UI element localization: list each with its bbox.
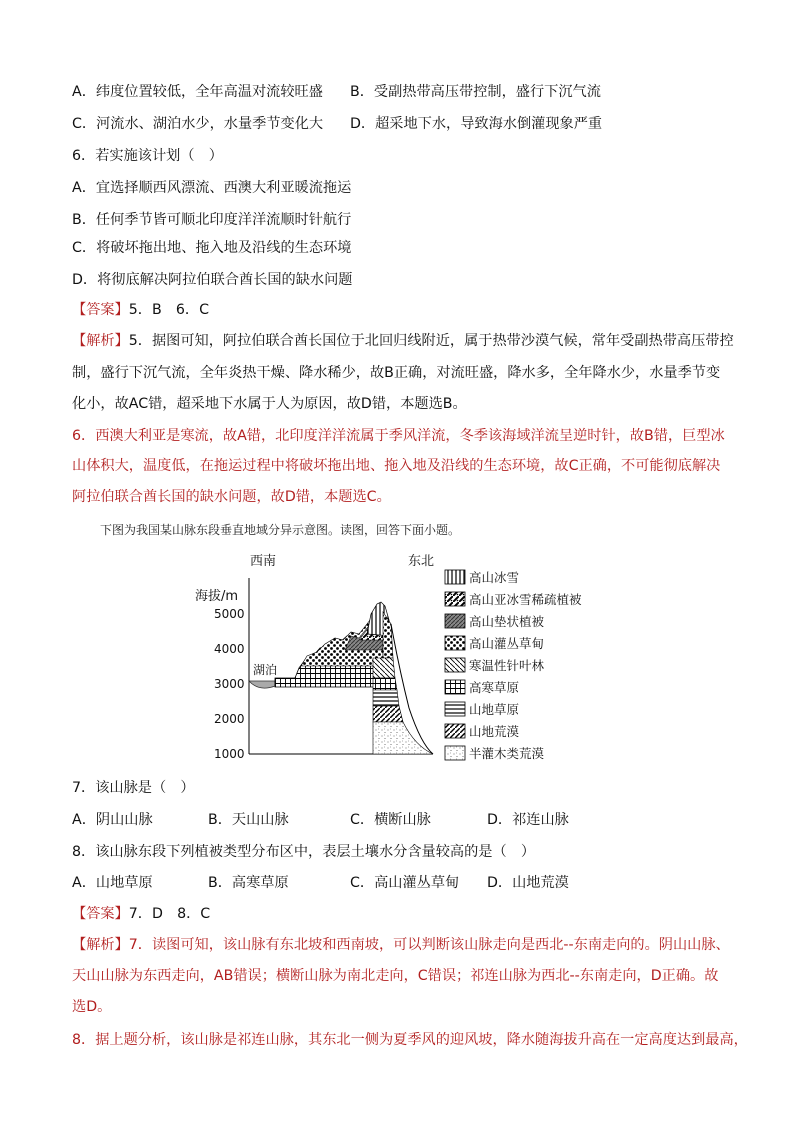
analysis-2-line-3: 选D。 <box>72 999 112 1015</box>
legend-swatch-conifer <box>445 658 465 672</box>
analysis-2-line-4: 8．据上题分析，该山脉是祁连山脉，其东北一侧为夏季风的迎风坡，降水随海拔升高在一定高度达到最高， <box>72 1032 748 1048</box>
analysis-tag: 【解析】 <box>72 937 129 953</box>
analysis-text: 7．读图可知，该山脉有东北坡和西南坡，可以判断该山脉走向是西北--东南走向的。阴山山脉、 <box>128 937 730 953</box>
ne-band-mountain-desert <box>373 706 403 722</box>
q7-stem: 7．该山脉是（ ） <box>72 780 195 796</box>
vertical-zonation-diagram <box>195 548 615 763</box>
q6-option-b: B．任何季节皆可顺北印度洋洋流顺时针航行 <box>72 212 352 228</box>
label-southwest: 西南 <box>250 554 277 569</box>
answer-tag: 【答案】 <box>72 906 129 922</box>
q6-option-a: A．宜选择顺西风漂流、西澳大利亚暖流拖运 <box>72 180 352 196</box>
q7-option-b: B．天山山脉 <box>208 812 289 828</box>
y-tick-2000: 2000 <box>214 712 245 726</box>
legend-label-conifer: 寒温性针叶林 <box>469 658 545 673</box>
legend-label-shrub-meadow: 高山灌丛草甸 <box>469 636 545 651</box>
y-tick-4000: 4000 <box>214 642 245 656</box>
q7-option-d: D．祁连山脉 <box>487 812 569 828</box>
answer-text: 7．D 8．C <box>128 906 211 922</box>
legend-swatch-mountain-desert <box>445 724 465 738</box>
analysis-text: 5．据图可知，阿拉伯联合酋长国位于北回归线附近，属于热带沙漠气候，常年受副热带高压带控 <box>128 333 734 349</box>
answer-block-1 <box>72 300 209 320</box>
answer-text: 5．B 6．C <box>128 302 210 318</box>
q5-option-d: D．超采地下水，导致海水倒灌现象严重 <box>350 116 603 132</box>
q8-option-a: A．山地草原 <box>72 875 153 891</box>
answer-tag: 【答案】 <box>72 302 129 318</box>
legend-label-mountain-desert: 山地荒漠 <box>469 724 520 739</box>
legend-swatch-cushion <box>445 614 465 628</box>
y-tick-1000: 1000 <box>214 747 245 761</box>
analysis-1-line-6: 阿拉伯联合酋长国的缺水问题，故D错，本题选C。 <box>72 489 391 505</box>
legend-swatch-subnival <box>445 592 465 606</box>
answer-block-2 <box>72 904 210 924</box>
q8-stem: 8．该山脉东段下列植被类型分布区中，表层土壤水分含量较高的是（ ） <box>72 844 536 860</box>
analysis-1-line-1 <box>72 331 734 351</box>
analysis-1-line-2: 制，盛行下沉气流，全年炎热干燥、降水稀少，故B正确，对流旺盛，降水多，全年降水少，水量季节变 <box>72 365 721 381</box>
lake-shape <box>249 681 275 688</box>
legend-swatch-alpine-steppe <box>445 680 465 694</box>
lake-label: 湖泊 <box>253 663 278 677</box>
legend-swatch-semi-shrub-desert <box>445 746 465 760</box>
q5-option-a: A．纬度位置较低，全年高温对流较旺盛 <box>72 84 323 100</box>
q5-option-b: B．受副热带高压带控制，盛行下沉气流 <box>350 84 601 100</box>
y-axis-label: 海拔/m <box>195 589 239 604</box>
analysis-2-line-1 <box>72 935 730 955</box>
q8-option-c: C．高山灌丛草甸 <box>350 875 460 891</box>
figure-caption: 下图为我国某山脉东段垂直地域分异示意图。读图，回答下面小题。 <box>100 523 461 537</box>
q7-option-a: A．阴山山脉 <box>72 812 153 828</box>
legend-label-semi-shrub-desert: 半灌木类荒漠 <box>469 746 545 761</box>
q8-option-d: D．山地荒漠 <box>487 875 569 891</box>
legend-swatch-mountain-steppe <box>445 702 465 716</box>
y-tick-3000: 3000 <box>214 677 245 691</box>
ne-band-semi-shrub-desert <box>373 722 433 754</box>
legend-label-cushion: 高山垫状植被 <box>469 614 545 629</box>
q8-option-b: B．高寒草原 <box>208 875 289 891</box>
legend-label-mountain-steppe: 山地草原 <box>469 702 520 717</box>
q5-option-c: C．河流水、湖泊水少，水量季节变化大 <box>72 116 324 132</box>
ne-band-alpine-steppe <box>373 678 397 690</box>
legend-label-subnival: 高山亚冰雪稀疏植被 <box>469 592 582 607</box>
q7-option-c: C．横断山脉 <box>350 812 431 828</box>
q6-option-d: D．将彻底解决阿拉伯联合酋长国的缺水问题 <box>72 272 353 288</box>
legend-swatch-shrub-meadow <box>445 636 465 650</box>
legend <box>445 570 582 761</box>
q6-option-c: C．将破坏拖出地、拖入地及沿线的生态环境 <box>72 240 352 256</box>
legend-swatch-ice <box>445 570 465 584</box>
label-northeast: 东北 <box>408 554 435 569</box>
analysis-2-line-2: 天山山脉为东西走向，AB错误；横断山脉为南北走向，C错误；祁连山脉为西北--东南走向，D正确。故 <box>72 968 719 984</box>
y-tick-5000: 5000 <box>214 607 245 621</box>
q6-stem: 6．若实施该计划（ ） <box>72 148 223 164</box>
analysis-1-line-3: 化小，故AC错，超采地下水属于人为原因，故D错，本题选B。 <box>72 396 467 412</box>
analysis-1-line-5: 山体积大，温度低，在拖运过程中将破坏拖出地、拖入地及沿线的生态环境，故C正确，不可能彻底解决 <box>72 458 721 474</box>
legend-label-ice: 高山冰雪 <box>469 570 520 585</box>
legend-label-alpine-steppe: 高寒草原 <box>469 680 520 695</box>
ne-band-mountain-steppe <box>373 690 399 706</box>
analysis-1-line-4: 6．西澳大利亚是寒流，故A错，北印度洋洋流属于季风洋流，冬季该海域洋流呈逆时针，故B错，巨型冰 <box>72 428 725 444</box>
ne-band-conifer-forest <box>373 658 395 678</box>
analysis-tag: 【解析】 <box>72 333 129 349</box>
